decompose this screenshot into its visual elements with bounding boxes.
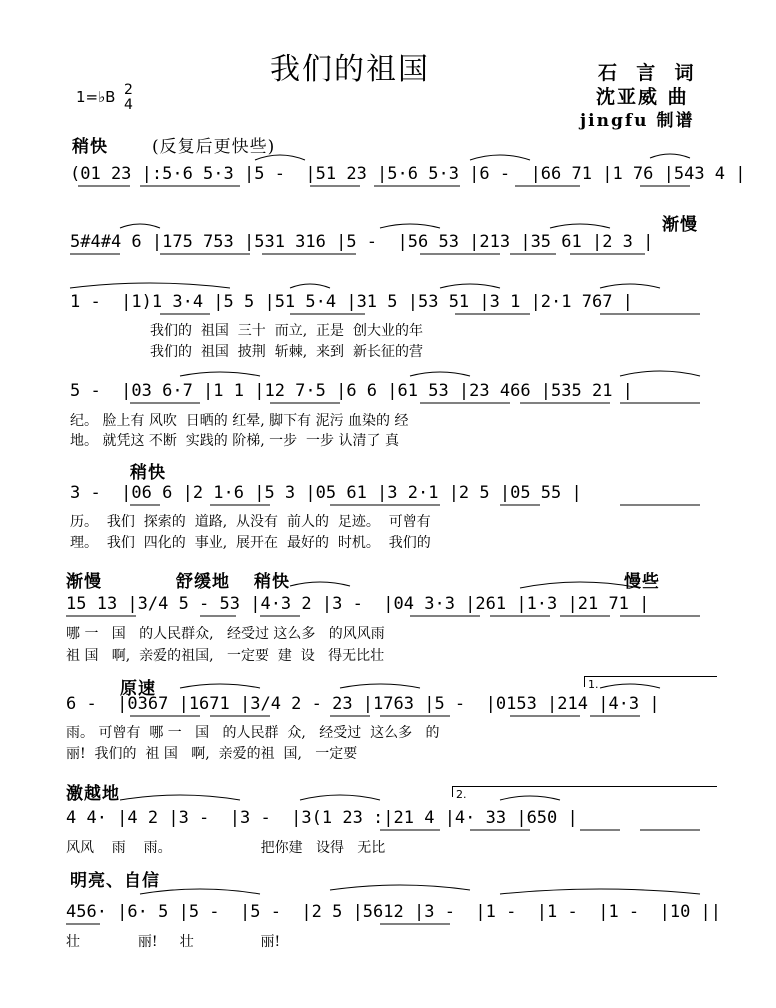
- tempo-mark-slightly-fast: 稍快: [72, 137, 108, 157]
- tempo-mark-relaxed: 舒缓地: [176, 572, 230, 592]
- volta-label-1: 1.: [588, 678, 599, 691]
- lyric-verse1-line4: 哪 一 国 的人民群众, 经受过 这么多 的风风雨: [66, 626, 385, 642]
- tempo-mark-slower: 慢些: [624, 572, 660, 592]
- lyric-verse2-line1: 我们的 祖国 披荆 斩棘, 来到 新长征的营: [150, 344, 423, 360]
- time-signature-bottom: 4: [124, 97, 133, 113]
- notation-line-9: 456· |6· 5 |5 - |5 - |2 5 |5612 |3 - |1 - |1 - |1 - |10 ||: [66, 902, 722, 922]
- lyric-verse2-line3: 理。 我们 四化的 事业, 展开在 最好的 时机。 我们的: [70, 535, 431, 551]
- key-signature: 1=♭B: [76, 88, 116, 106]
- lyric-line-6: 风风 雨 雨。 把你建 设得 无比: [66, 840, 386, 856]
- lyric-verse1-line2: 纪。 脸上有 风吹 日晒的 红晕, 脚下有 泥污 血染的 经: [70, 413, 409, 429]
- tempo-mark-ritardando: 渐慢: [662, 215, 698, 235]
- volta-label-2: 2.: [456, 788, 467, 801]
- lyric-verse2-line4: 祖 国 啊, 亲爱的祖国, 一定要 建 设 得无比壮: [66, 648, 385, 664]
- notation-line-6: 15 13 |3/4 5 - 53 |4·3 2 |3 - |04 3·3 |261 |1·3 |21 71 |: [66, 594, 650, 614]
- notation-line-1: (01 23 |:5·6 5·3 |5 - |51 23 |5·6 5·3 |6 - |66 71 |1 76 |543 4 |: [70, 164, 746, 184]
- tempo-mark-a-tempo: 原速: [120, 679, 156, 699]
- notation-line-4: 5 - |03 6·7 |1 1 |12 7·5 |6 6 |61 53 |23 466 |535 21 |: [70, 381, 633, 401]
- notation-line-2: 5#4#4 6 |175 753 |531 316 |5 - |56 53 |213 |35 61 |2 3 |: [70, 232, 654, 252]
- tempo-mark-passionate: 激越地: [66, 784, 120, 804]
- composer-credit: 沈亚威 曲: [596, 86, 689, 108]
- lyric-verse2-line5: 丽! 我们的 祖 国 啊, 亲爱的祖 国, 一定要: [66, 746, 358, 762]
- transcriber-credit: jingfu 制谱: [580, 111, 695, 131]
- lyricist-credit: 石 言 词: [598, 62, 696, 84]
- song-title: 我们的祖国: [270, 52, 430, 87]
- notation-line-3: 1 - |1)1 3·4 |5 5 |51 5·4 |31 5 |53 51 |3 1 |2·1 767 |: [70, 292, 633, 312]
- notation-line-8: 4 4· |4 2 |3 - |3 - |3(1 23 :|21 4 |4· 33 |650 |: [66, 808, 578, 828]
- repeat-instruction: (反复后更快些): [152, 137, 276, 157]
- tempo-mark-bright-confident: 明亮、自信: [70, 871, 160, 891]
- notation-line-7: 6 - |0367 |1671 |3/4 2 - 23 |1763 |5 - |0153 |214 |4·3 |: [66, 694, 660, 714]
- tempo-mark-slightly-fast-2: 稍快: [130, 463, 166, 483]
- lyric-verse1-line1: 我们的 祖国 三十 而立, 正是 创大业的年: [150, 323, 423, 339]
- lyric-line-7: 壮 丽! 壮 丽!: [66, 934, 281, 950]
- tempo-mark-ritardando-2: 渐慢: [66, 572, 102, 592]
- notation-line-5: 3 - |06 6 |2 1·6 |5 3 |05 61 |3 2·1 |2 5 |05 55 |: [70, 483, 582, 503]
- lyric-verse1-line3: 历。 我们 探索的 道路, 从没有 前人的 足迹。 可曾有: [70, 514, 431, 530]
- tempo-mark-slightly-fast-3: 稍快: [254, 572, 290, 592]
- lyric-verse2-line2: 地。 就凭这 不断 实践的 阶梯, 一步 一步 认清了 真: [70, 433, 399, 449]
- time-signature-top: 2: [124, 82, 133, 98]
- lyric-verse1-line5: 雨。 可曾有 哪 一 国 的人民群 众, 经受过 这么多 的: [66, 725, 440, 741]
